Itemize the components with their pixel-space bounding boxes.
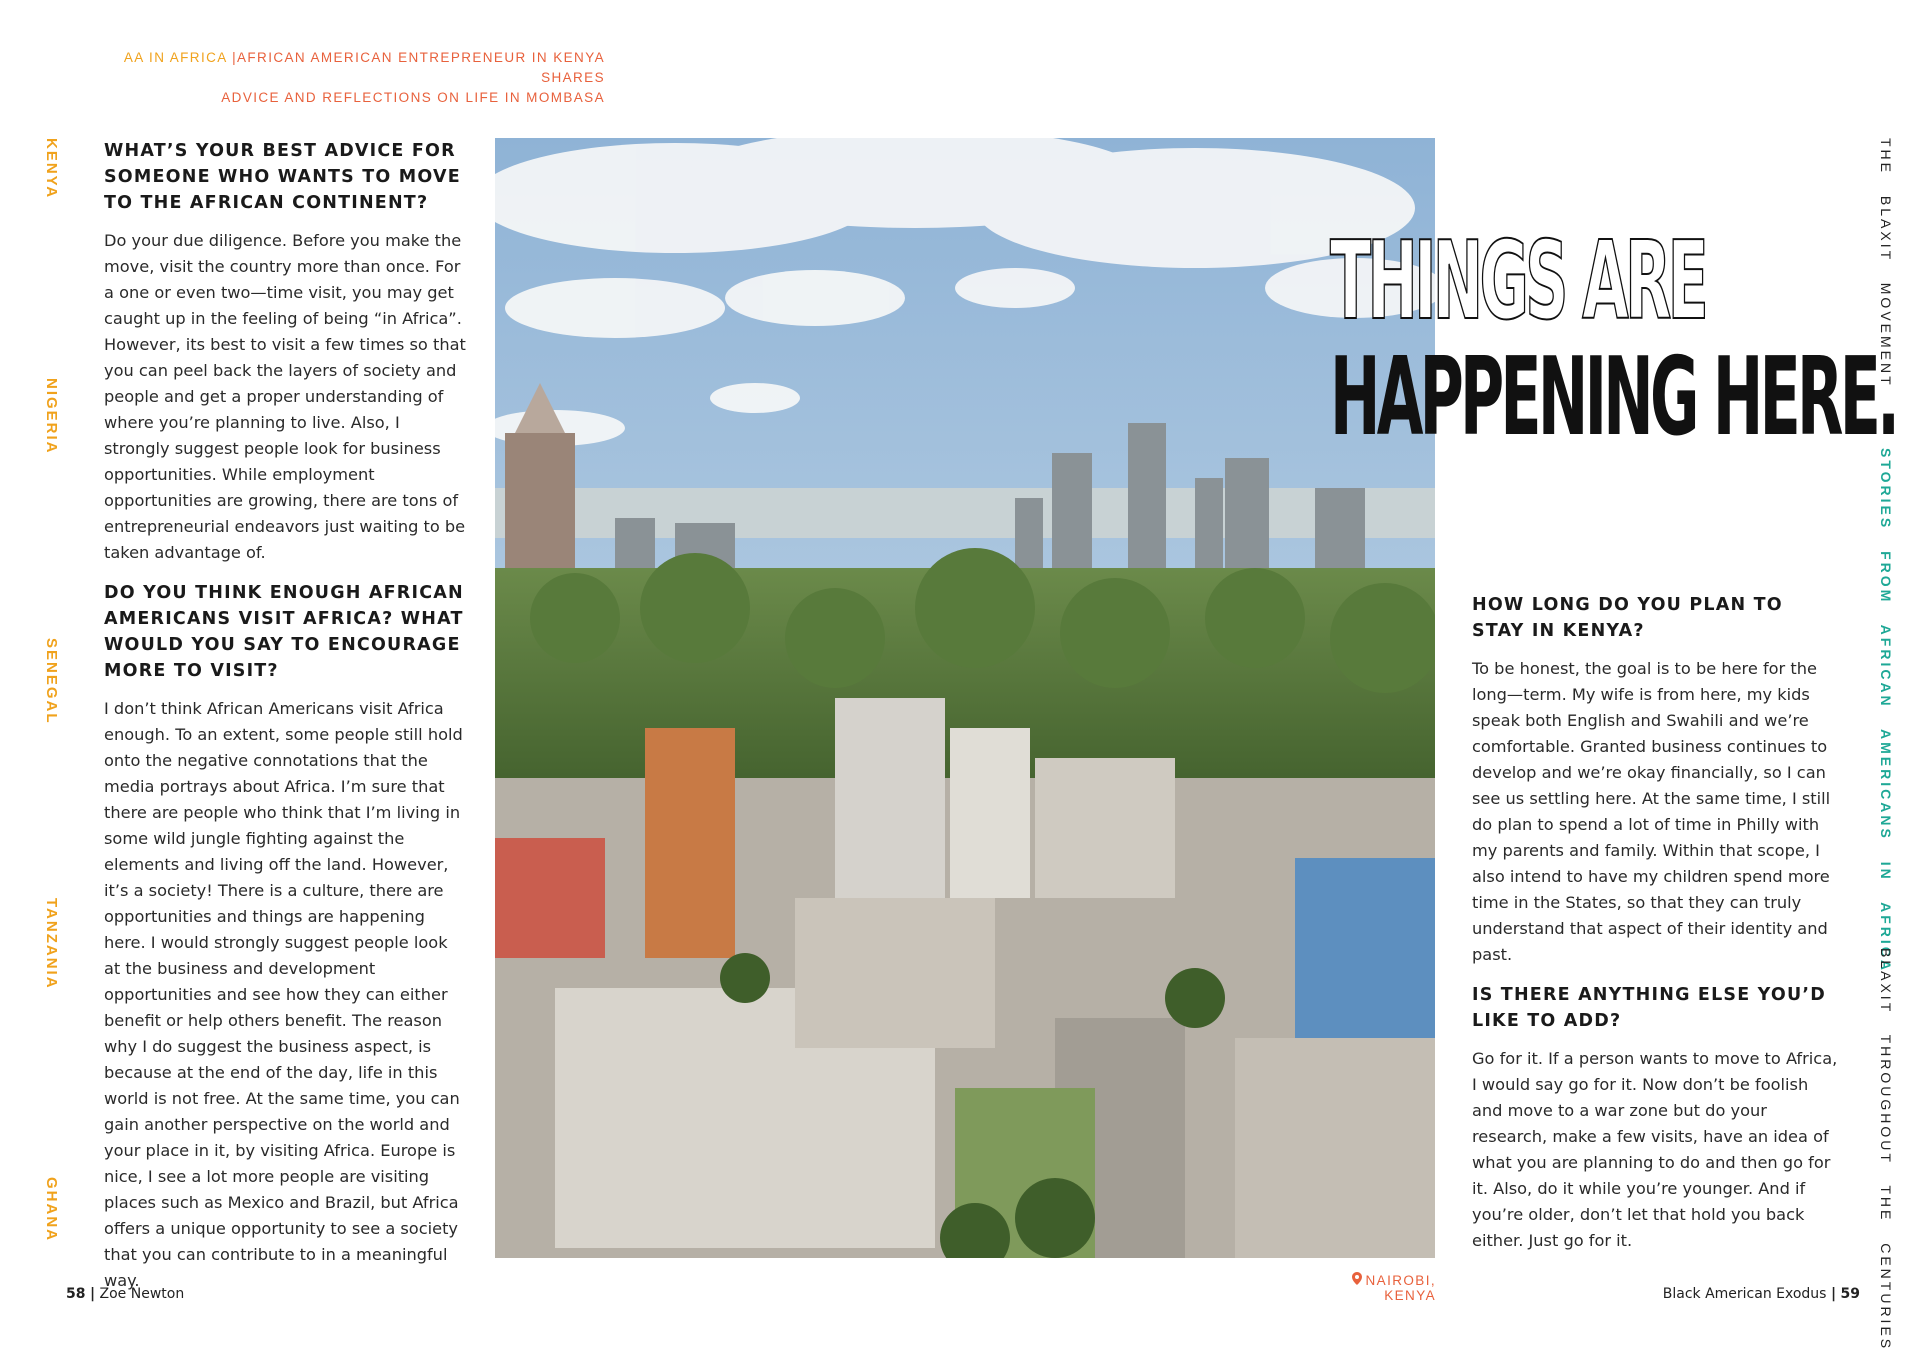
right-nav-blaxit-movement[interactable]: THE BLAXIT MOVEMENT: [1878, 138, 1894, 388]
page-number-left: 58: [66, 1286, 86, 1302]
right-nav-blaxit-centuries[interactable]: BLAXIT THROUGHOUT THE CENTURIES: [1878, 948, 1894, 1352]
question-stay-duration: HOW LONG DO YOU PLAN TO STAY IN KENYA?: [1472, 595, 1783, 641]
photo-caption: [1302, 1272, 1436, 1303]
folio-right: Black American Exodus | 59: [1662, 1286, 1860, 1302]
page-number-right: 59: [1840, 1286, 1860, 1302]
right-article-column: [1472, 592, 1842, 1268]
left-nav-ghana[interactable]: GHANA: [43, 1177, 60, 1242]
section-label: AA IN AFRICA: [123, 50, 227, 65]
answer-stay-duration: To be honest, the goal is to be here for the long—term. My wife is from here, my kids speak both English and Swahili and we’re comfortable. Granted business continues to develop and we’re okay financially, so I can see us settling here. At the same time, I still do plan to spend a lot of time in Philly with my parents and family. Within that scope, I also intend to have my children spend more time in the States, so that they can truly understand that aspect of their identity and past.: [1472, 659, 1831, 964]
answer-enough-visits: I don’t think African Americans visit Africa enough. To an extent, some people still hold onto the negative connotations that the media portrays about Africa. I’m sure that there are people who think that I’m living in some wild jungle fighting against the elements and living off the land. However, it’s a society! There is a culture, there are opportunities and things are happening here. I would strongly suggest people look at the business and development opportunities and see how they can either benefit or help others benefit. The reason why I do suggest the business aspect, is because at the end of the day, life in this world is not free. At the same time, you can gain another perspective on the world and your place in it, by visiting Africa. Europe is nice, I see a lot more people are visiting places such as Mexico and Brazil, but Africa offers a unique opportunity to see a society that you can contribute to in a meaningful way.: [104, 699, 463, 1290]
folio-left: 58 | Zoe Newton: [66, 1286, 185, 1302]
question-best-advice: WHAT’S YOUR BEST ADVICE FOR SOMEONE WHO WANTS TO MOVE TO THE AFRICAN CONTINENT?: [104, 141, 461, 213]
answer-best-advice: Do your due diligence. Before you make the move, visit the country more than once. For a one or even two—time visit, you may get caught up in the feeling of being “in Africa”. However, its best to visit a few times so that you can peel back the layers of society and people and get a proper understanding of where you’re planning to live. Also, I strongly suggest people look for business opportunities. While employment opportunities are growing, there are tons of entrepreneurial endeavors just waiting to be taken advantage of.: [104, 231, 466, 562]
author-name: Zoe Newton: [99, 1286, 185, 1302]
publication-title: Black American Exodus: [1662, 1286, 1827, 1302]
kicker-headline-line2: ADVICE AND REFLECTIONS ON LIFE IN MOMBASA: [221, 90, 605, 105]
photo-caption-text: NAIROBI, KENYA: [1365, 1273, 1436, 1303]
left-nav-nigeria[interactable]: NIGERIA: [43, 378, 60, 455]
kicker-headline-line1: AFRICAN AMERICAN ENTREPRENEUR IN KENYA SHARES: [237, 50, 605, 85]
page-kicker: [105, 48, 605, 108]
left-article-column: [104, 138, 466, 1308]
pull-quote-line2: HAPPENING HERE.: [1330, 335, 1897, 460]
left-nav-tanzania[interactable]: TANZANIA: [43, 898, 60, 990]
question-anything-else: IS THERE ANYTHING ELSE YOU’D LIKE TO ADD?: [1472, 985, 1826, 1031]
left-nav-senegal[interactable]: SENEGAL: [43, 638, 60, 725]
question-enough-visits: DO YOU THINK ENOUGH AFRICAN AMERICANS VISIT AFRICA? WHAT WOULD YOU SAY TO ENCOURAGE MORE TO VISIT?: [104, 583, 464, 681]
location-pin-icon: [1352, 1272, 1362, 1288]
right-nav-stories[interactable]: STORIES FROM AFRICAN AMERICANS IN AFRICA: [1878, 448, 1894, 973]
nairobi-skyline-photo: [495, 138, 1435, 1258]
kicker-divider: |: [232, 50, 237, 65]
left-nav-kenya[interactable]: KENYA: [43, 138, 60, 200]
answer-anything-else: Go for it. If a person wants to move to Africa, I would say go for it. Now don’t be foolish and move to a war zone but do your research, make a few visits, have an idea of what you are planning to do and then go for it. Also, do it while you’re younger. And if you’re older, don’t let that hold you back either. Just go for it.: [1472, 1049, 1838, 1250]
pull-quote-line1: THINGS ARE: [1330, 219, 1706, 344]
